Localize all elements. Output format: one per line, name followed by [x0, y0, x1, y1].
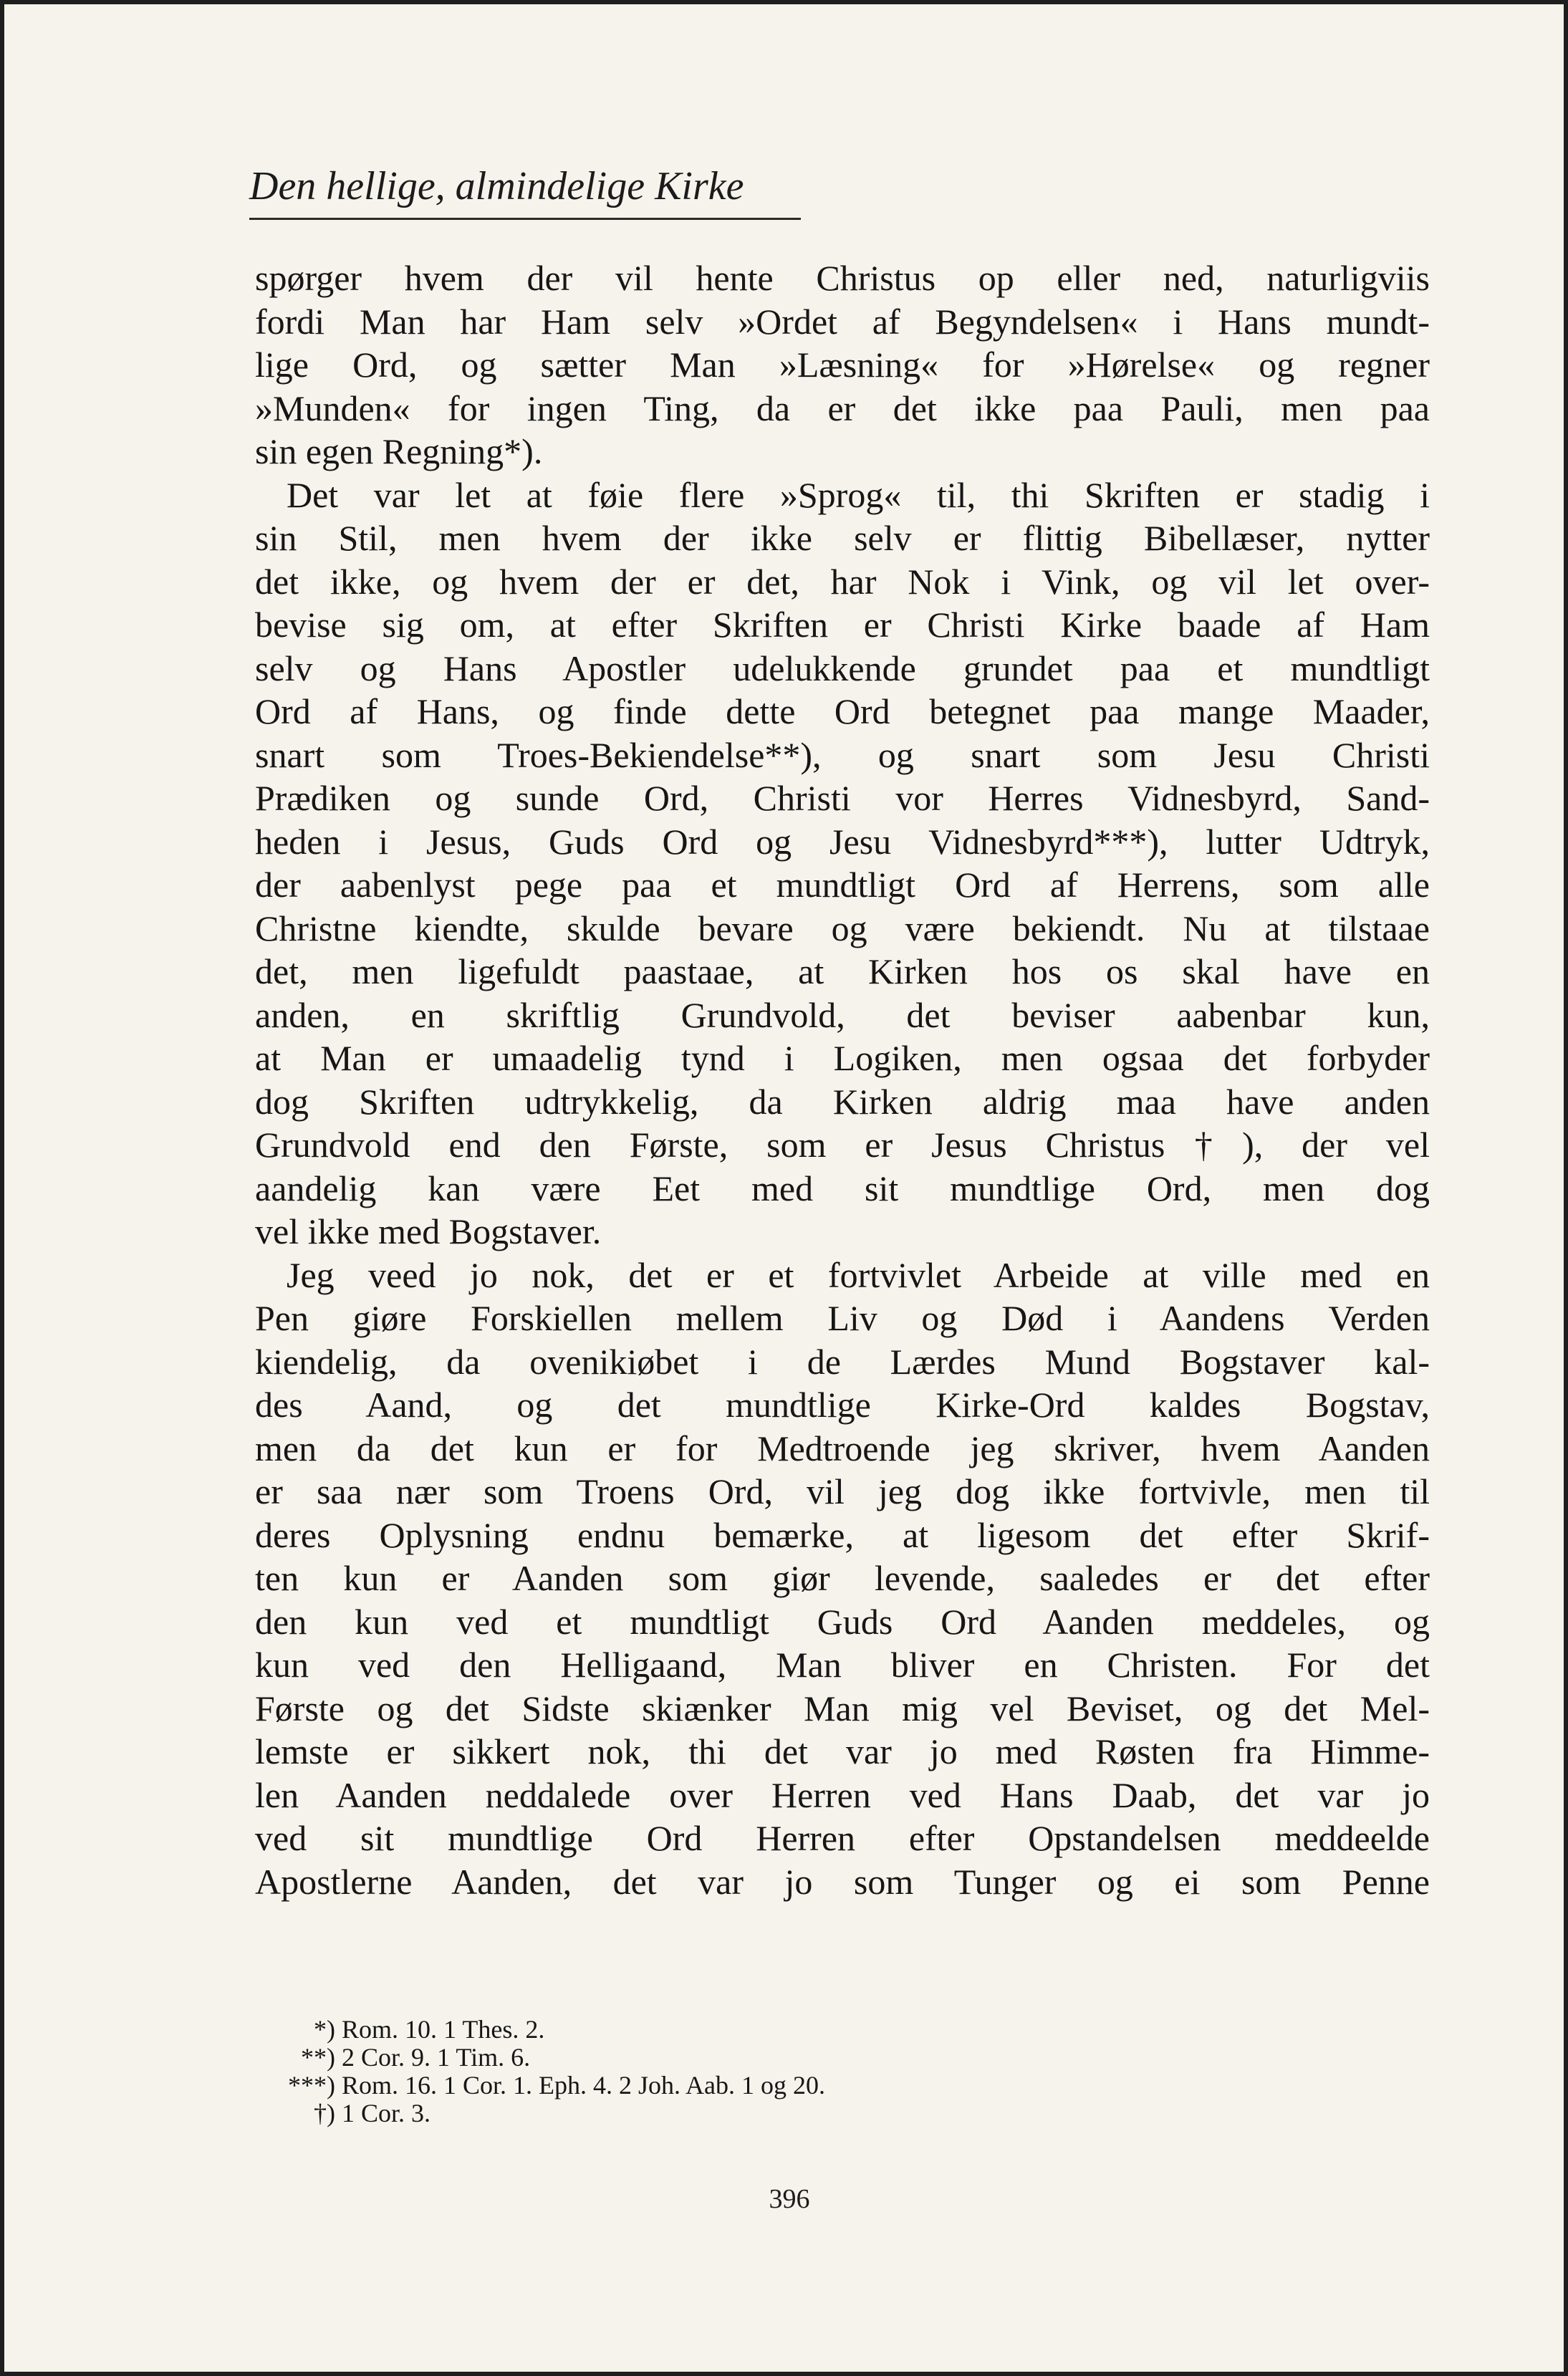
text-line: lemste er sikkert nok, thi det var jo med Røsten fra Himme- — [255, 1731, 1430, 1771]
text-line: des Aand, og det mundtlige Kirke-Ord kaldes Bogstav, — [255, 1385, 1430, 1425]
text-line: lige Ord, og sætter Man »Læsning« for »Hørelse« og regner — [255, 345, 1430, 385]
text-line: at Man er umaadelig tynd i Logiken, men ogsaa det forbyder — [255, 1038, 1430, 1078]
text-line: anden, en skriftlig Grundvold, det beviser aabenbar kun, — [255, 994, 1430, 1035]
text-line: Grundvold end den Første, som er Jesus Christus†), der vel — [255, 1125, 1430, 1165]
text-line: ten kun er Aanden som giør levende, saaledes er det efter — [255, 1558, 1430, 1598]
text-line: dog Skriften udtrykkelig, da Kirken aldrig maa have anden — [255, 1081, 1430, 1122]
text-line: Ord af Hans, og finde dette Ord betegnet paa mange Maader, — [255, 691, 1430, 731]
text-line: sin Stil, men hvem der ikke selv er flittig Bibellæser, nytter — [255, 518, 1430, 558]
footnote-text: Rom. 10. 1 Thes. 2. — [342, 2015, 545, 2044]
footnote-mark: *) — [314, 2015, 335, 2044]
text-line: den kun ved et mundtligt Guds Ord Aanden meddeles, og — [255, 1601, 1430, 1642]
text-line: Det var let at føie flere »Sprog« til, thi Skriften er stadig i — [287, 474, 1430, 515]
footnote — [255, 2044, 1258, 2072]
text-line: snart som Troes-Bekiendelse**), og snart som Jesu Christi — [255, 734, 1430, 775]
running-head: Den hellige, almindelige Kirke — [249, 158, 801, 220]
text-line: ved sit mundtlige Ord Herren efter Opstandelsen meddeelde — [255, 1818, 1430, 1858]
text-line: Første og det Sidste skiænker Man mig vel Beviset, og det Mel- — [255, 1688, 1430, 1728]
footnote-text: 2 Cor. 9. 1 Tim. 6. — [342, 2043, 531, 2072]
footnote-mark: ***) — [288, 2071, 335, 2100]
book-page — [4, 4, 1564, 2372]
text-line: vel ikke med Bogstaver. — [255, 1211, 602, 1251]
text-line: det, men ligefuldt paastaae, at Kirken hos os skal have en — [255, 951, 1430, 991]
footnote-mark: †) — [314, 2099, 335, 2127]
text-line: Pen giøre Forskiellen mellem Liv og Død i Aandens Verden — [255, 1298, 1430, 1338]
text-line: bevise sig om, at efter Skriften er Christi Kirke baade af Ham — [255, 605, 1430, 645]
text-line: det ikke, og hvem der er det, har Nok i Vink, og vil let over- — [255, 561, 1430, 602]
body-text — [255, 256, 1430, 1903]
text-line: men da det kun er for Medtroende jeg skriver, hvem Aanden — [255, 1428, 1430, 1468]
text-line: aandelig kan være Eet med sit mundtlige Ord, men dog — [255, 1168, 1430, 1208]
text-line: Apostlerne Aanden, det var jo som Tunger og ei som Penne — [255, 1861, 1430, 1902]
text-line: deres Oplysning endnu bemærke, at ligesom det efter Skrif- — [255, 1514, 1430, 1555]
text-line: er saa nær som Troens Ord, vil jeg dog ikke fortvivle, men til — [255, 1471, 1430, 1511]
text-line: spørger hvem der vil hente Christus op eller ned, naturligviis — [255, 258, 1430, 298]
footnotes — [255, 2016, 1258, 2127]
text-line: heden i Jesus, Guds Ord og Jesu Vidnesbyrd***), lutter Udtryk, — [255, 821, 1430, 862]
footnote — [255, 2100, 1258, 2127]
page-number: 396 — [769, 2184, 810, 2214]
text-line: sin egen Regning*). — [255, 431, 543, 471]
text-line: »Munden« for ingen Ting, da er det ikke paa Pauli, men paa — [255, 388, 1430, 428]
footnote — [255, 2072, 1258, 2100]
footnote — [255, 2016, 1258, 2044]
footnote-text: 1 Cor. 3. — [342, 2099, 431, 2127]
text-line: Prædiken og sunde Ord, Christi vor Herres Vidnesbyrd, Sand- — [255, 778, 1430, 818]
text-line: der aabenlyst pege paa et mundtligt Ord af Herrens, som alle — [255, 865, 1430, 905]
text-line: Jeg veed jo nok, det er et fortvivlet Arbeide at ville med en — [287, 1254, 1430, 1295]
text-line: Christne kiendte, skulde bevare og være bekiendt. Nu at tilstaae — [255, 908, 1430, 948]
text-line: selv og Hans Apostler udelukkende grundet paa et mundtligt — [255, 648, 1430, 688]
footnote-mark: **) — [301, 2043, 335, 2072]
text-line: kun ved den Helligaand, Man bliver en Christen. For det — [255, 1645, 1430, 1685]
text-line: fordi Man har Ham selv »Ordet af Begyndelsen« i Hans mundt- — [255, 301, 1430, 342]
text-line: kiendelig, da ovenikiøbet i de Lærdes Mund Bogstaver kal- — [255, 1341, 1430, 1382]
text-line: len Aanden neddalede over Herren ved Hans Daab, det var jo — [255, 1774, 1430, 1815]
footnote-text: Rom. 16. 1 Cor. 1. Eph. 4. 2 Joh. Aab. 1 og 20. — [342, 2071, 826, 2100]
